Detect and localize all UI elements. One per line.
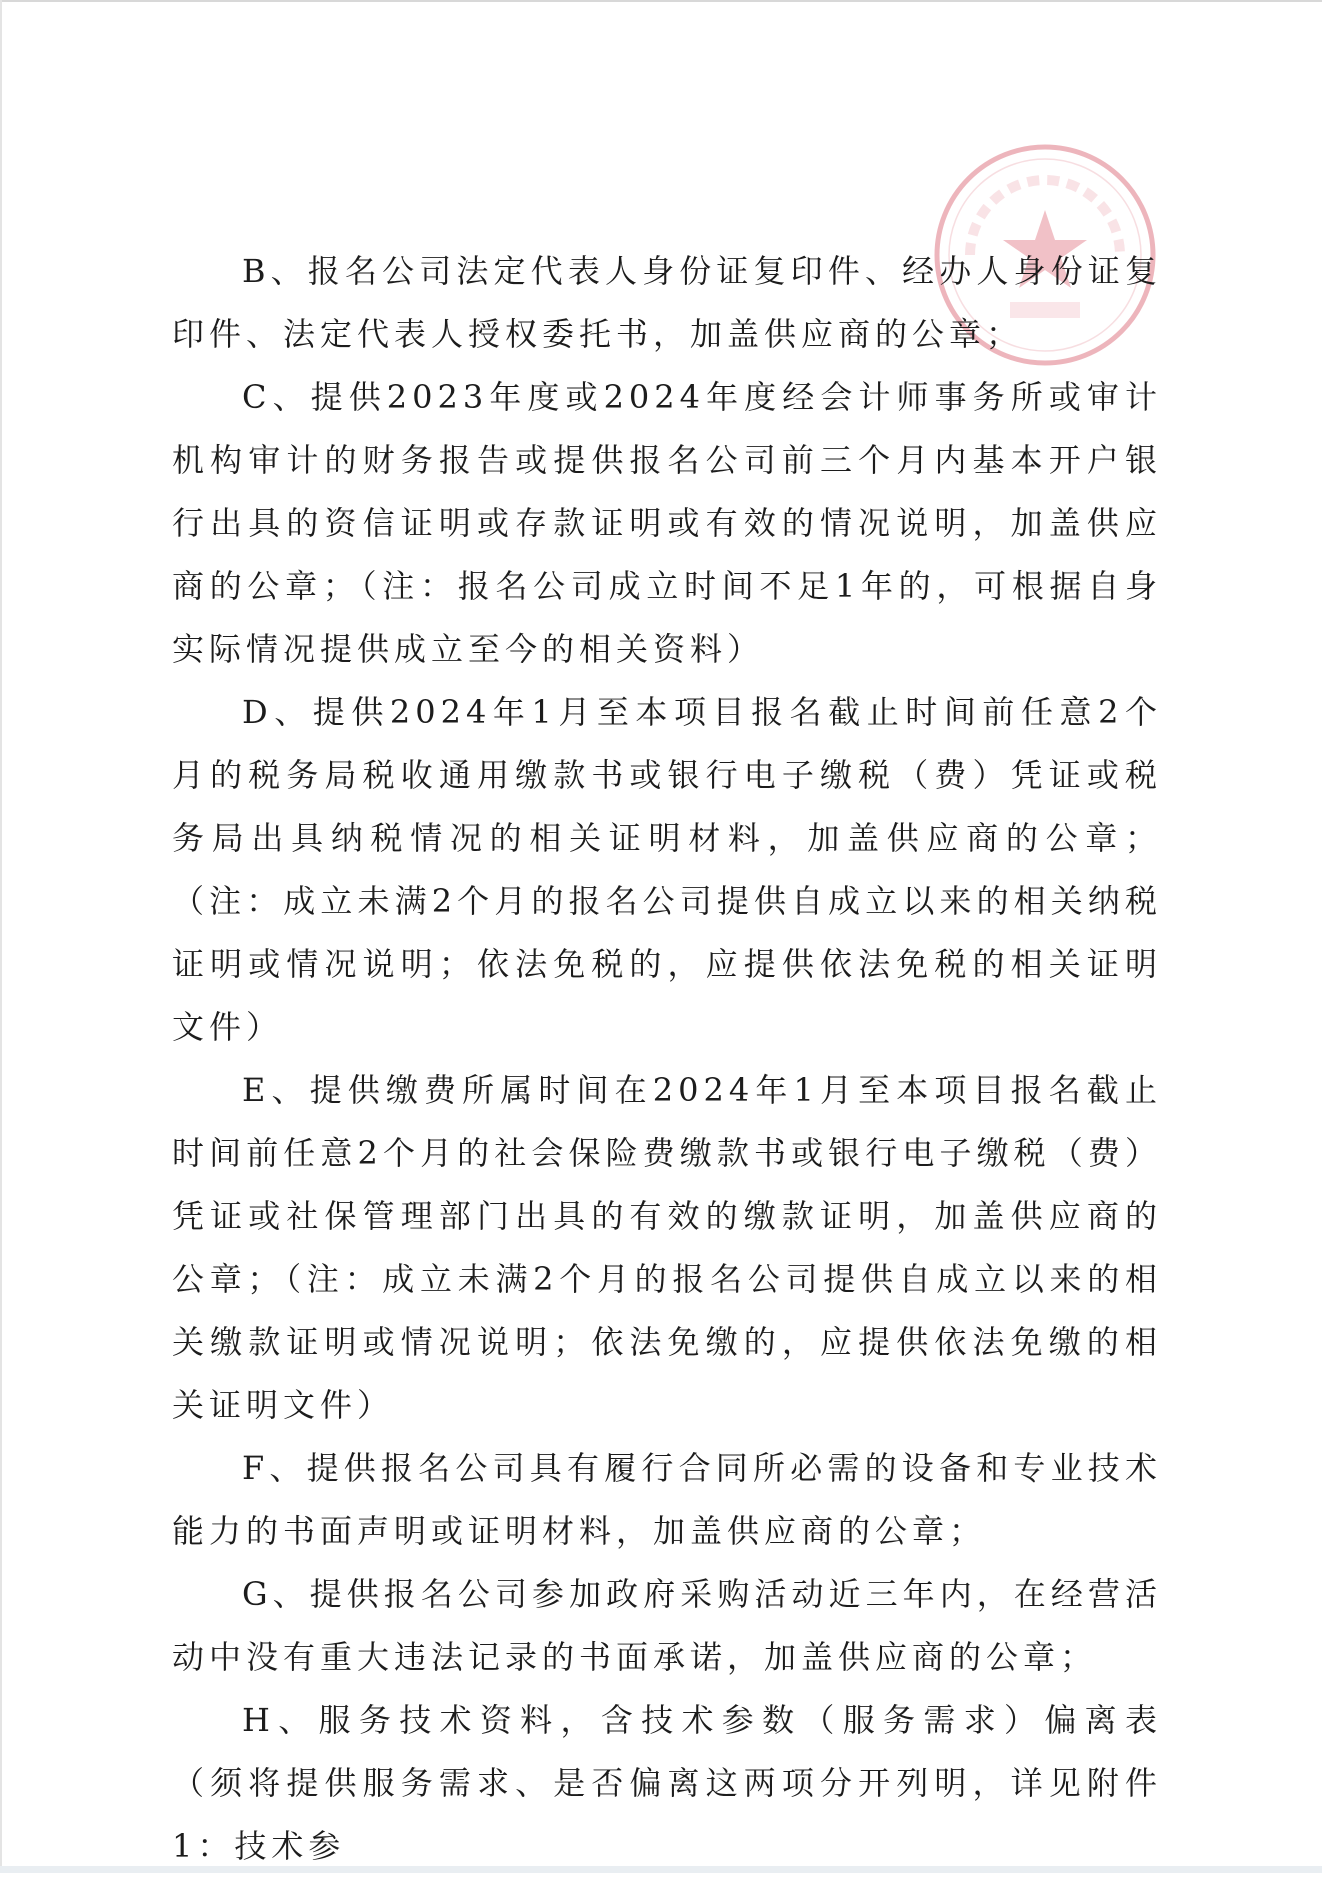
paragraph-h: H、服务技术资料，含技术参数（服务需求）偏离表（须将提供服务需求、是否偏离这两项分开列明，详见附件1：技术参 <box>172 1701 1162 1865</box>
paragraph-f: F、提供报名公司具有履行合同所必需的设备和专业技术能力的书面声明或证明材料，加盖供应商的公章； <box>172 1449 1162 1550</box>
paragraph-d: D、提供2024年1月至本项目报名截止时间前任意2个月的税务局税收通用缴款书或银行电子缴税（费）凭证或税务局出具纳税情况的相关证明材料，加盖供应商的公章；（注：成立未满2个月的报名公司提供自成立以来的相关纳税证明或情况说明；依法免税的，应提供依法免税的相关证明文件） <box>172 693 1162 1046</box>
paragraph-g: G、提供报名公司参加政府采购活动近三年内，在经营活动中没有重大违法记录的书面承诺，加盖供应商的公章； <box>172 1575 1162 1676</box>
paragraph-c: C、提供2023年度或2024年度经会计师事务所或审计机构审计的财务报告或提供报名公司前三个月内基本开户银行出具的资信证明或存款证明或有效的情况说明，加盖供应商的公章；（注：报名公司成立时间不足1年的，可根据自身实际情况提供成立至今的相关资料） <box>172 378 1162 668</box>
paragraph-b: B、报名公司法定代表人身份证复印件、经办人身份证复印件、法定代表人授权委托书，加盖供应商的公章； <box>172 252 1162 353</box>
page-left-edge <box>0 0 2 1873</box>
document-body <box>172 240 1162 1878</box>
page-top-edge <box>0 0 1322 2</box>
paragraph-e: E、提供缴费所属时间在2024年1月至本项目报名截止时间前任意2个月的社会保险费缴款书或银行电子缴税（费）凭证或社保管理部门出具的有效的缴款证明，加盖供应商的公章；（注：成立未满2个月的报名公司提供自成立以来的相关缴款证明或情况说明；依法免缴的，应提供依法免缴的相关证明文件） <box>172 1071 1162 1424</box>
